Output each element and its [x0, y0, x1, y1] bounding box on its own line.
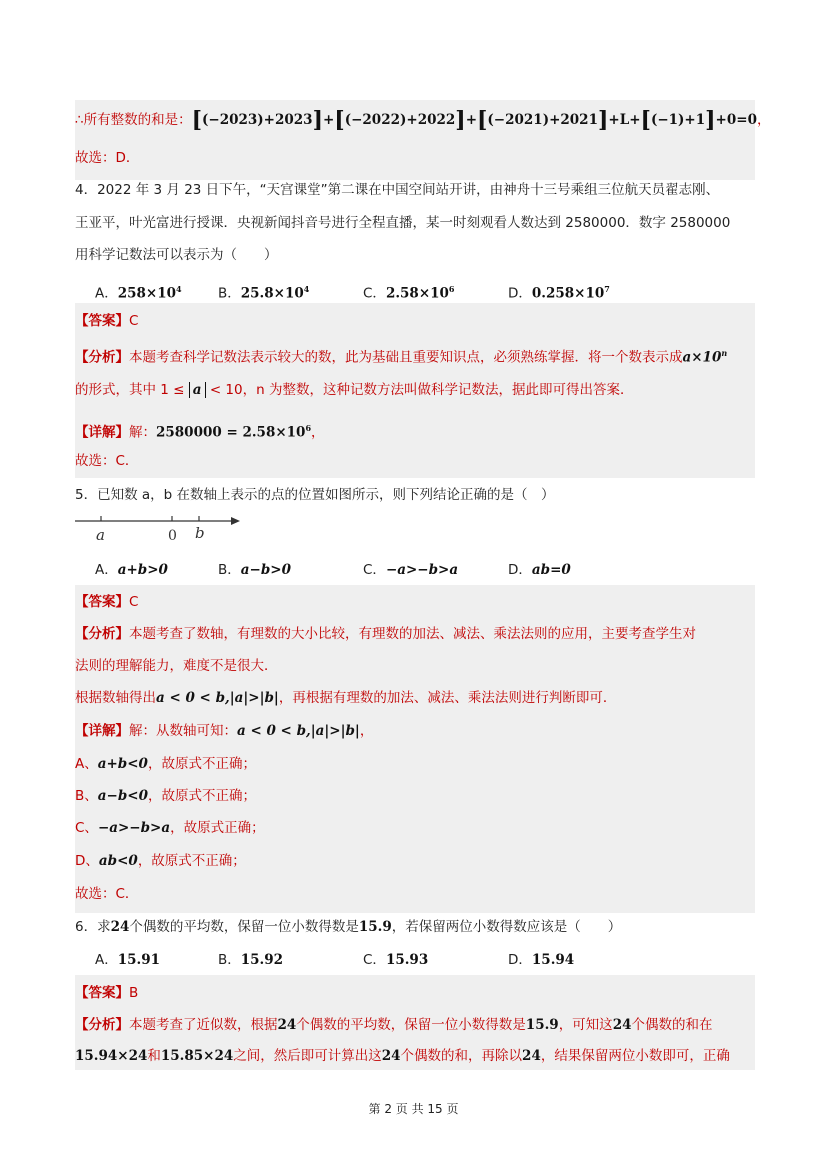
q6-option-a: A．15.91 [95, 952, 161, 968]
q4-option-b: B．$25.8\times 10^4$ [218, 284, 310, 302]
q5-detail-item-c: C、−a>−b>a，故原式正确； [75, 820, 265, 836]
q5-analysis-line1: 【分析】本题考查了数轴，有理数的大小比较，有理数的加法、减法、乘法法则的应用，主要考查学生对 [75, 626, 696, 642]
q5-detail-item-b: B、a−b<0，故原式不正确； [75, 788, 256, 804]
q6-option-d: D．15.94 [508, 952, 575, 968]
q4-answer: 【答案】C [75, 313, 139, 329]
q4-option-d: D．$0.258\times 10^7$ [508, 284, 610, 302]
q4-stem-line3: 用科学记数法可以表示为（ ） [75, 247, 278, 263]
q5-stem: 5．已知数 a，b 在数轴上表示的点的位置如图所示，则下列结论正确的是（ ） [75, 487, 555, 503]
q4-detail: 【详解】解：$2580000 = 2.58\times 10^6$， [75, 423, 325, 441]
number-line-figure [75, 510, 245, 550]
axis-label-zero: 0 [168, 528, 177, 544]
axis-label-a: a [96, 526, 105, 544]
q5-option-a: A．a+b>0 [95, 562, 168, 578]
q4-analysis-line1: 【分析】本题考查科学记数法表示较大的数，此为基础且重要知识点，必须熟练掌握．将一个数表示成$a\times 10^n$ [75, 348, 728, 366]
q5-analysis-line2: 法则的理解能力，难度不是很大． [75, 658, 278, 674]
q4-analysis-line2: 的形式，其中 1 ≤ a < 10，n 为整数，这种记数方法叫做科学记数法，据此即可得出答案． [75, 382, 634, 398]
q6-answer: 【答案】B [75, 985, 139, 1001]
q5-choose: 故选：C． [75, 886, 139, 902]
q5-analysis-line3: 根据数轴得出a < 0 < b,|a|>|b|，再根据有理数的加法、减法、乘法法则进行判断即可． [75, 690, 617, 706]
q4-option-c: C．$2.58\times 10^6$ [363, 284, 455, 302]
q5-option-c: C．−a>−b>a [363, 562, 459, 578]
q4-stem-line1: 4．2022 年 3 月 23 日下午，“天宫课堂”第二课在中国空间站开讲，由神舟十三号乘组三位航天员翟志刚、 [75, 182, 720, 198]
q6-option-c: C．15.93 [363, 952, 429, 968]
q3-sum-line: ∴所有整数的和是：[(−2023)+2023]+[(−2022)+2022]+[(−2021)+2021]+L+[(−1)+1]+0=0， [75, 107, 771, 133]
q6-analysis-line1: 【分析】本题考查了近似数，根据24个偶数的平均数，保留一位小数得数是15.9，可知这24个偶数的和在 [75, 1017, 713, 1033]
q5-detail-item-d: D、ab<0，故原式不正确； [75, 853, 246, 869]
q5-option-b: B．a−b>0 [218, 562, 291, 578]
q6-stem: 6．求24个偶数的平均数，保留一位小数得数是15.9，若保留两位小数得数应该是（ ） [75, 919, 622, 935]
q5-option-d: D．ab=0 [508, 562, 571, 578]
q3-choose: 故选：D． [75, 150, 140, 166]
page-footer: 第 2 页 共 15 页 [368, 1102, 459, 1116]
q5-answer: 【答案】C [75, 594, 139, 610]
q4-stem-line2: 王亚平，叶光富进行授课．央视新闻抖音号进行全程直播，某一时刻观看人数达到 2580000．数字 2580000 [75, 215, 731, 231]
number-line-arrow [231, 517, 240, 525]
axis-label-b: b [195, 524, 205, 542]
q5-detail: 【详解】解：从数轴可知：a < 0 < b,|a|>|b|， [75, 723, 374, 739]
q6-option-b: B．15.92 [218, 952, 284, 968]
q4-option-a: A．$258\times 10^4$ [95, 284, 182, 302]
q6-analysis-line2: 15.94×24和15.85×24之间，然后即可计算出这24个偶数的和，再除以24，结果保留两位小数即可，正确 [75, 1048, 730, 1064]
q5-detail-item-a: A、a+b<0，故原式不正确； [75, 756, 256, 772]
q4-choose: 故选：C． [75, 453, 139, 469]
